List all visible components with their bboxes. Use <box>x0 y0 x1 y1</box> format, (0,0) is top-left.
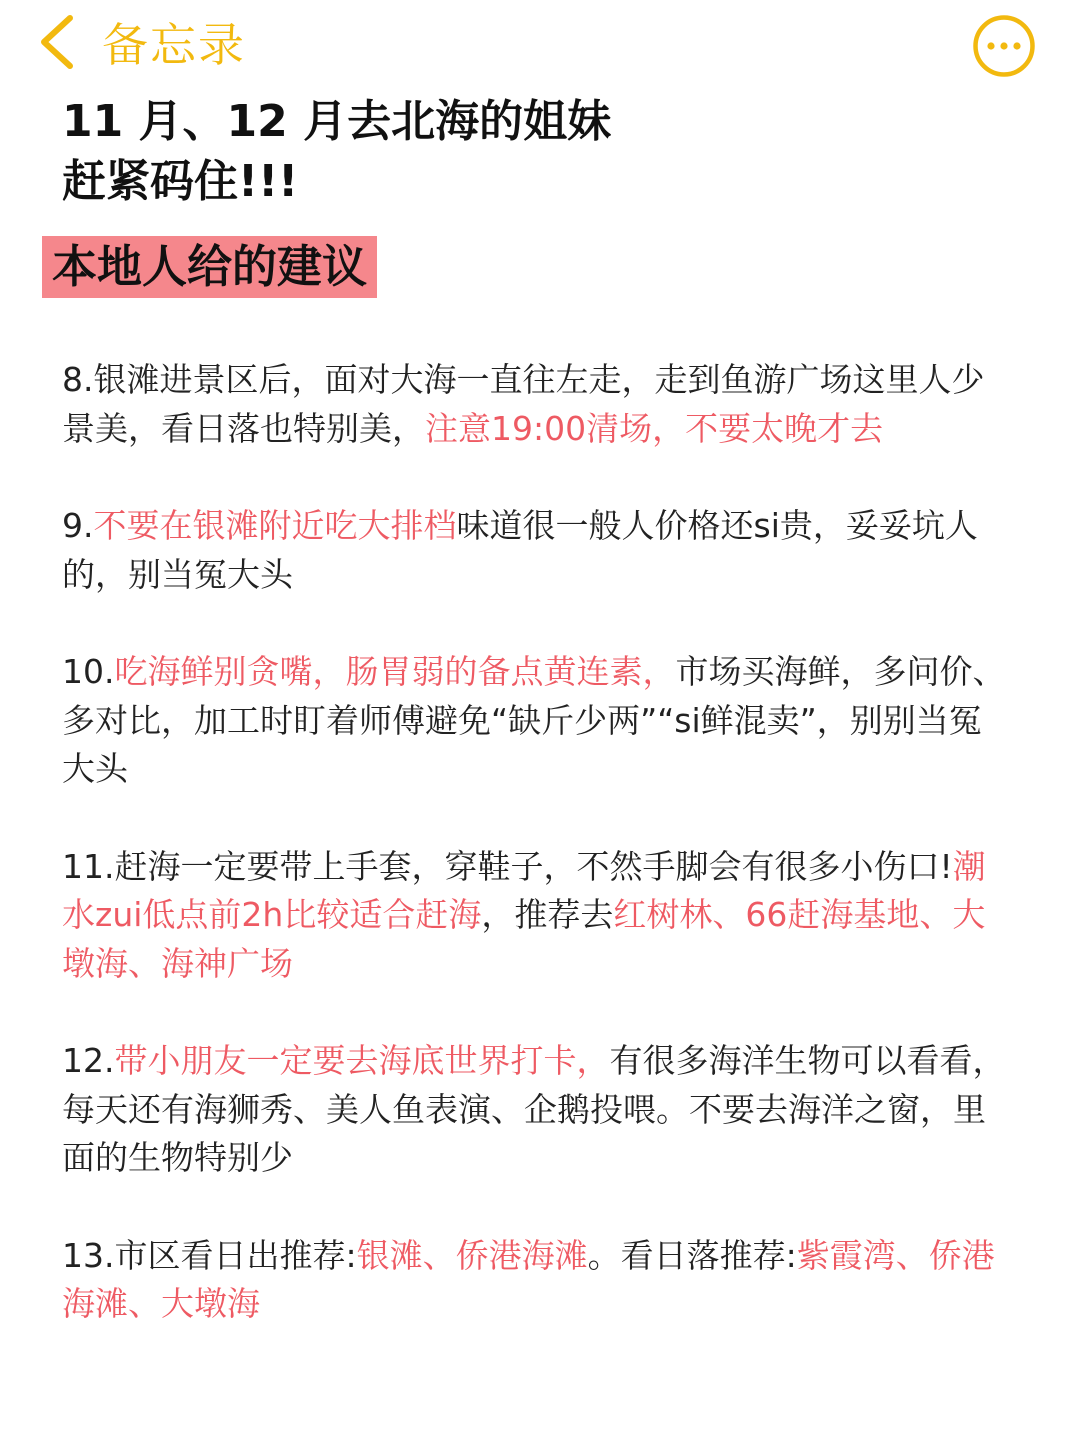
more-options-button[interactable] <box>972 14 1036 78</box>
tip-text: 市场买海鲜，多问价、多对比，加工时盯着师傅避免“缺斤少两”“si鲜混卖”，别别当冤大头 <box>62 652 1006 788</box>
tips-list <box>62 356 1012 1378</box>
tip-highlight-text: 不要在银滩附近吃大排档 <box>93 506 457 545</box>
tip-text: 味道很一般人价格还si贵，妥妥坑人的，别当冤大头 <box>62 506 978 594</box>
tip-text: 13.市区看日出推荐: <box>62 1235 357 1275</box>
tip-item <box>62 1037 1012 1183</box>
tip-highlight-text: 注意19:00清场，不要太晚才去 <box>425 408 884 448</box>
tip-text: 。看日落推荐: <box>587 1235 797 1275</box>
tip-highlight-text: 吃海鲜别贪嘴，肠胃弱的备点黄连素， <box>114 652 676 691</box>
tip-highlight-text: 红树林、66赶海基地、大墩海、海神广场 <box>62 895 986 983</box>
tip-text: 10. <box>62 652 115 691</box>
ellipsis-circle-icon <box>972 14 1036 78</box>
tip-text: 12. <box>62 1041 115 1080</box>
title-line-1: 11 月、12 月去北海的姐妹 <box>62 96 612 147</box>
tip-text: ，推荐去 <box>481 895 614 934</box>
tip-highlight-text: 带小朋友一定要去海底世界打卡， <box>114 1041 610 1080</box>
tip-item <box>62 843 1012 989</box>
chevron-left-icon <box>36 13 76 71</box>
back-label: 备忘录 <box>102 18 246 72</box>
section-heading: 本地人给的建议 <box>42 236 377 298</box>
back-button[interactable] <box>36 10 246 74</box>
tip-item <box>62 648 1012 794</box>
title-line-2: 赶紧码住!!! <box>62 156 299 207</box>
tip-text: 9. <box>62 506 94 545</box>
tip-text: 11.赶海一定要带上手套，穿鞋子，不然手脚会有很多小伤口! <box>62 846 953 886</box>
tip-highlight-text: 潮水zui低点前2h比较适合赶海 <box>62 846 986 934</box>
navigation-bar <box>0 0 1080 90</box>
tip-text: 有很多海洋生物可以看看，每天还有海狮秀、美人鱼表演、企鹅投喂。不要去海洋之窗，里面的生物特别少 <box>62 1041 1006 1177</box>
tip-item <box>62 502 1012 599</box>
tip-highlight-text: 银滩、侨港海滩 <box>356 1235 588 1275</box>
tip-highlight-text: 紫霞湾、侨港海滩、大墩海 <box>62 1235 995 1323</box>
tip-item <box>62 356 1012 453</box>
tip-text: 8.银滩进景区后，面对大海一直往左走，走到鱼游广场这里人少景美，看日落也特别美， <box>62 360 985 448</box>
note-title <box>62 92 962 212</box>
tip-item <box>62 1232 1012 1329</box>
